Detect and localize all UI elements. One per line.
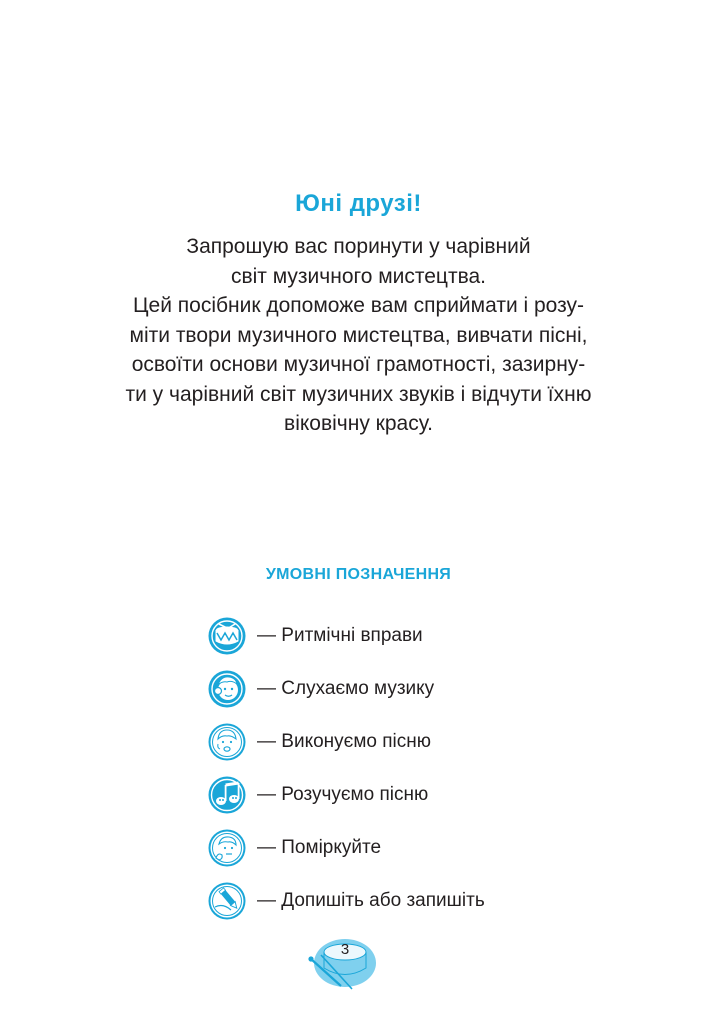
intro-line: освоїти основи музичної грамотності, зазирну- (131, 353, 586, 376)
legend-item-listening (207, 669, 434, 709)
legend-item-writing (207, 881, 485, 921)
drum-icon (207, 616, 247, 656)
legend-label: — Слухаємо музику (257, 678, 435, 699)
thinking-face-icon (207, 828, 247, 868)
intro-line: віковічну красу. (284, 412, 433, 435)
legend-label: — Виконуємо пісню (257, 731, 432, 752)
intro-line: Цей посібник допоможе вам сприймати і розу- (132, 294, 585, 317)
legend-item-rhythm (207, 616, 423, 656)
legend-item-learning (207, 775, 428, 815)
intro-line: світ музичного мистецтва. (230, 264, 487, 288)
pencil-icon (207, 881, 247, 921)
legend-item-singing (207, 722, 431, 762)
intro-line: ти у чарівний світ музичних звуків і відчути їхню (125, 382, 592, 406)
legend-label: — Розучуємо пісню (257, 784, 429, 805)
page-heading: Юні друзі! (295, 190, 422, 217)
legend-label: — Ритмічні вправи (257, 625, 423, 646)
music-note-icon (207, 775, 247, 815)
intro-paragraph (40, 232, 677, 439)
legend-label: — Допишіть або запишіть (257, 890, 485, 911)
page-number: 3 (340, 941, 350, 958)
legend-title: УМОВНІ ПОЗНАЧЕННЯ (265, 566, 452, 583)
legend-label: — Поміркуйте (257, 837, 382, 858)
listening-face-icon (207, 669, 247, 709)
singing-face-icon (207, 722, 247, 762)
legend-item-thinking (207, 828, 381, 868)
intro-line: міти твори музичного мистецтва, вивчати пісні, (129, 323, 588, 347)
intro-line: Запрошую вас поринути у чарівний (186, 235, 531, 258)
